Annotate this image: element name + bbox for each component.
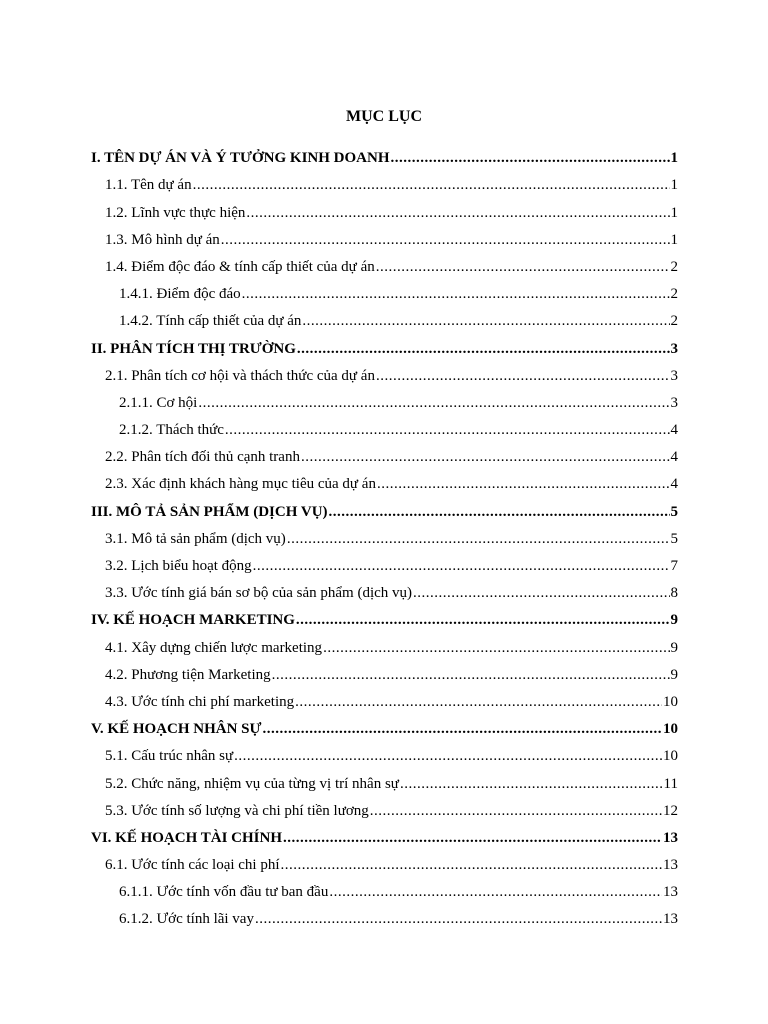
toc-entry-page-number: 1: [670, 177, 678, 194]
toc-entry-page-number: 1: [670, 231, 678, 248]
toc-entry[interactable]: [91, 602, 678, 629]
toc-entry[interactable]: [91, 793, 678, 820]
toc-entry[interactable]: [91, 684, 678, 711]
toc-entry-text: 5.3. Ước tính số lượng và chi phí tiền lương: [105, 802, 369, 819]
dot-leader: [272, 666, 670, 684]
toc-entry-page-number: 9: [670, 612, 678, 629]
toc-entry-text: VI. KẾ HOẠCH TÀI CHÍNH: [91, 829, 283, 846]
toc-entry-text: 2.1.1. Cơ hội: [119, 394, 198, 411]
toc-entry-text: 1.4.1. Điểm độc đáo: [119, 286, 241, 303]
toc-entry-page-number: 3: [670, 340, 678, 357]
dot-leader: [329, 883, 662, 901]
toc-entry-page-number: 8: [670, 585, 678, 602]
toc-entry-text: IV. KẾ HOẠCH MARKETING: [91, 612, 295, 629]
toc-entry-text: 1.4.2. Tính cấp thiết của dự án: [119, 313, 302, 330]
dot-leader: [301, 448, 670, 466]
toc-title: MỤC LỤC: [346, 108, 422, 125]
toc-entry[interactable]: [91, 249, 678, 276]
toc-entry-text: 1.1. Tên dự án: [105, 177, 192, 194]
dot-leader: [253, 557, 670, 575]
dot-leader: [225, 421, 670, 439]
toc-entry[interactable]: [91, 711, 678, 738]
toc-entry[interactable]: [91, 847, 678, 874]
toc-entry-text: V. KẾ HOẠCH NHÂN SỰ: [91, 721, 262, 738]
toc-entry-text: 3.3. Ước tính giá bán sơ bộ của sản phẩm (dịch vụ): [105, 585, 413, 602]
toc-entry-text: 2.2. Phân tích đối thủ cạnh tranh: [105, 449, 300, 466]
dot-leader: [391, 149, 670, 167]
toc-entry-page-number: 3: [670, 394, 678, 411]
toc-entry-text: 2.1.2. Thách thức: [119, 422, 224, 439]
toc-entry-page-number: 2: [670, 313, 678, 330]
dot-leader: [376, 367, 670, 385]
dot-leader: [370, 802, 662, 820]
toc-entry-text: 4.3. Ước tính chi phí marketing: [105, 693, 295, 710]
dot-leader: [329, 503, 670, 521]
table-of-contents: [91, 140, 678, 928]
toc-entry[interactable]: [91, 738, 678, 765]
dot-leader: [193, 176, 670, 194]
dot-leader: [295, 693, 662, 711]
toc-entry[interactable]: [91, 629, 678, 656]
toc-entry[interactable]: [91, 439, 678, 466]
toc-entry-page-number: 13: [663, 829, 678, 846]
toc-entry-page-number: 3: [670, 367, 678, 384]
toc-entry-text: 6.1.2. Ước tính lãi vay: [119, 911, 254, 928]
dot-leader: [234, 747, 662, 765]
toc-entry-page-number: 2: [670, 258, 678, 275]
toc-entry-text: 1.4. Điểm độc đáo & tính cấp thiết của dự án: [105, 258, 375, 275]
toc-entry-page-number: 5: [670, 503, 678, 520]
dot-leader: [323, 639, 669, 657]
dot-leader: [302, 312, 669, 330]
toc-entry-page-number: 4: [670, 449, 678, 466]
dot-leader: [376, 258, 670, 276]
toc-entry-page-number: 9: [670, 666, 678, 683]
toc-entry-page-number: 13: [663, 857, 678, 874]
toc-entry[interactable]: [91, 194, 678, 221]
toc-entry-page-number: 10: [663, 693, 678, 710]
dot-leader: [281, 856, 662, 874]
toc-entry-text: 3.2. Lịch biểu hoạt động: [105, 558, 252, 574]
toc-entry[interactable]: [91, 466, 678, 493]
toc-entry[interactable]: [91, 874, 678, 901]
dot-leader: [413, 584, 669, 602]
toc-entry-page-number: 7: [670, 558, 678, 574]
toc-entry-text: 3.1. Mô tả sản phẩm (dịch vụ): [105, 530, 286, 547]
toc-entry-text: 4.2. Phương tiện Marketing: [105, 666, 271, 683]
toc-entry-page-number: 13: [663, 911, 678, 928]
toc-entry[interactable]: [91, 140, 678, 167]
toc-entry[interactable]: [91, 901, 678, 928]
toc-entry[interactable]: [91, 548, 678, 575]
toc-entry[interactable]: [91, 385, 678, 412]
toc-entry-page-number: 13: [663, 884, 678, 901]
toc-entry-page-number: 9: [670, 639, 678, 656]
dot-leader: [296, 611, 670, 629]
dot-leader: [198, 394, 669, 412]
toc-entry-page-number: 2: [670, 286, 678, 303]
toc-entry-page-number: 12: [663, 802, 678, 819]
toc-entry[interactable]: [91, 765, 678, 792]
toc-entry-text: II. PHÂN TÍCH THỊ TRƯỜNG: [91, 340, 296, 357]
toc-entry-page-number: 4: [670, 422, 678, 439]
dot-leader: [400, 775, 663, 793]
dot-leader: [377, 475, 670, 493]
toc-entry-page-number: 1: [670, 204, 678, 221]
dot-leader: [246, 204, 669, 222]
dot-leader: [255, 910, 662, 928]
toc-entry-text: 1.3. Mô hình dự án: [105, 231, 220, 248]
toc-entry-page-number: 1: [670, 150, 678, 167]
toc-entry[interactable]: [91, 222, 678, 249]
toc-entry-text: 2.1. Phân tích cơ hội và thách thức của dự án: [105, 367, 375, 384]
toc-entry[interactable]: [91, 167, 678, 194]
toc-entry-text: 5.2. Chức năng, nhiệm vụ của từng vị trí nhân sự: [105, 775, 399, 792]
toc-entry[interactable]: [91, 330, 678, 357]
toc-entry[interactable]: [91, 493, 678, 520]
dot-leader: [242, 285, 670, 303]
toc-entry[interactable]: [91, 358, 678, 385]
toc-entry-page-number: 5: [670, 530, 678, 547]
dot-leader: [221, 231, 670, 249]
toc-entry-page-number: 11: [663, 775, 678, 792]
toc-entry-text: 4.1. Xây dựng chiến lược marketing: [105, 639, 323, 656]
toc-entry-page-number: 10: [663, 748, 678, 765]
dot-leader: [297, 340, 670, 358]
toc-entry-text: 5.1. Cấu trúc nhân sự: [105, 748, 234, 765]
toc-entry-text: 2.3. Xác định khách hàng mục tiêu của dự án: [105, 476, 376, 493]
toc-entry[interactable]: [91, 521, 678, 548]
toc-entry[interactable]: [91, 412, 678, 439]
toc-entry-page-number: 10: [663, 721, 678, 738]
toc-entry[interactable]: [91, 575, 678, 602]
dot-leader: [287, 530, 670, 548]
toc-entry[interactable]: [91, 657, 678, 684]
toc-entry-page-number: 4: [670, 476, 678, 493]
toc-entry[interactable]: [91, 303, 678, 330]
toc-entry-text: I. TÊN DỰ ÁN VÀ Ý TƯỞNG KINH DOANH: [91, 150, 390, 167]
toc-entry-text: III. MÔ TẢ SẢN PHẨM (DỊCH VỤ): [91, 503, 328, 520]
toc-entry[interactable]: [91, 820, 678, 847]
toc-entry-text: 1.2. Lĩnh vực thực hiện: [105, 204, 246, 221]
dot-leader: [283, 829, 662, 847]
toc-entry-text: 6.1.1. Ước tính vốn đầu tư ban đầu: [119, 884, 329, 901]
toc-entry[interactable]: [91, 276, 678, 303]
toc-entry-text: 6.1. Ước tính các loại chi phí: [105, 857, 280, 874]
dot-leader: [262, 720, 662, 738]
